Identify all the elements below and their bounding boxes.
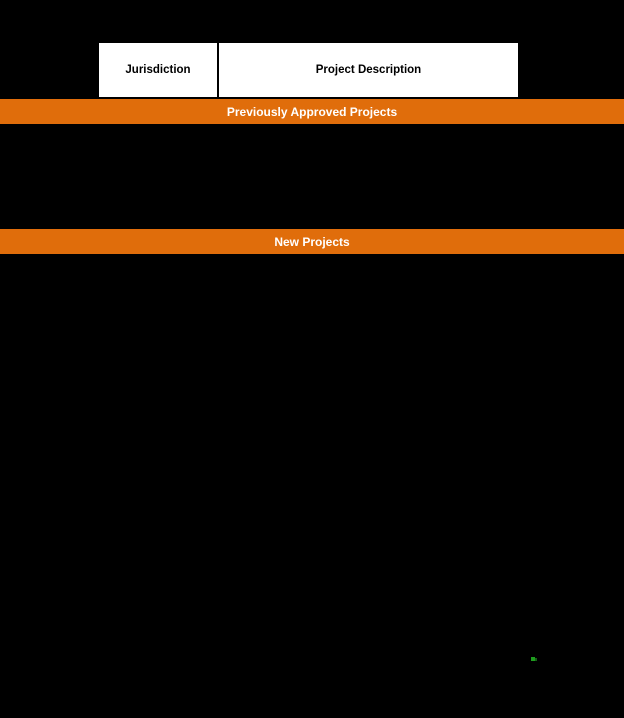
green-cell-marker-icon: [531, 657, 537, 662]
table-header-row: [99, 43, 518, 97]
section-banner-new-projects[interactable]: New Projects: [0, 229, 624, 254]
section-banner-previously-approved-projects[interactable]: Previously Approved Projects: [0, 99, 624, 124]
green-cell-marker-dark: [535, 658, 537, 661]
column-header-project-description[interactable]: Project Description: [219, 43, 518, 97]
column-header-jurisdiction[interactable]: Jurisdiction: [99, 43, 217, 97]
